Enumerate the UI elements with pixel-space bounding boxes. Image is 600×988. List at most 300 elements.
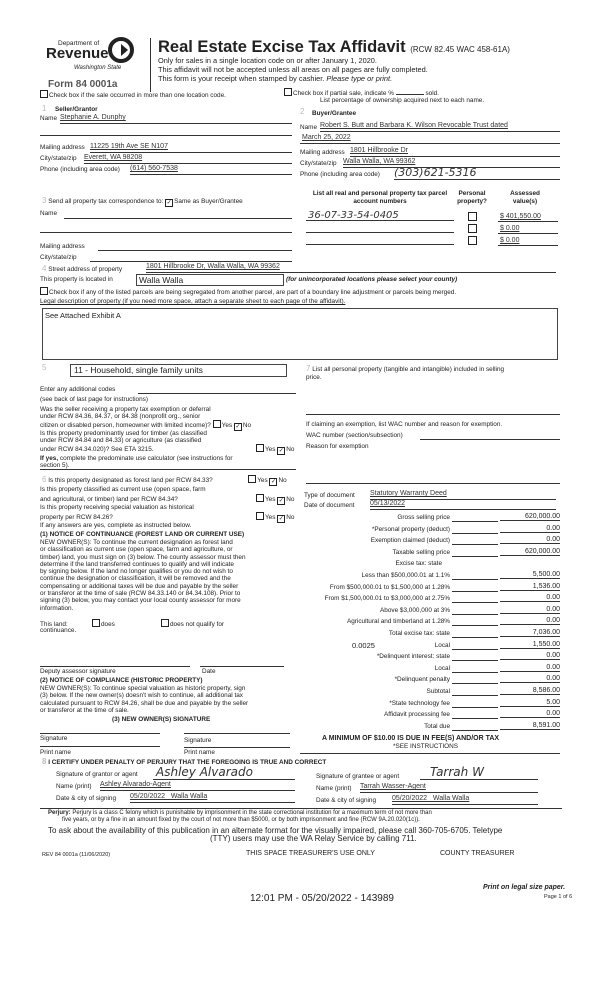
notice-line: compensating or additional taxes will be due and payable by the seller [40,582,239,590]
deputy-signature-label: Deputy assessor signature [40,668,116,675]
notice-line: or transferor at the time of sale. [40,706,129,714]
tax-row [300,664,560,675]
signature-label-1: Signature [40,735,68,742]
legal-size-note: Print on legal size paper. [483,884,566,891]
q2-line-2: under RCW 84.84 and 84.33) or agriculture (as classified [40,437,202,444]
print-name-label-2: Print name [184,749,215,756]
if-any-yes-note: If any answers are yes, complete as instructed below. [40,522,192,529]
this-land-label: This land: [40,621,68,628]
tax-row-value[interactable]: 0.00 [500,675,560,683]
notice-3-title: (3) NEW OWNER(S) SIGNATURE [112,716,211,723]
county-treasurer-label: COUNTY TREASURER [440,850,515,857]
q2-line-3 [40,444,294,455]
tax-row [300,594,560,605]
tax-row-leader [452,649,498,650]
notice-line: or classification as current use (open space, farm and agriculture, or [40,546,233,554]
tax-row-label: Exemption claimed (deduct) [370,537,450,545]
q1-line-3-text: citizen or disabled person, homeowner with limited income)? [40,422,211,429]
grantor-date-field[interactable]: 05/20/2022 Walla Walla [130,793,208,800]
forest-question [42,475,287,486]
street-label-text: Street address of property [48,266,123,273]
tax-row-leader [452,579,498,580]
notice-1-body [40,539,246,612]
tax-row [300,536,560,547]
if-yes-line-2: section 5). [40,462,70,469]
parcel-number-field[interactable]: 36-07-33-54-0405 [308,210,399,221]
section-number-2: 2 [300,107,305,116]
personal-property-checkbox[interactable] [468,224,477,233]
correspondence-mailing-field[interactable] [98,250,292,251]
correspondence-name-label: Name [40,210,58,217]
washington-state-text: Washington State [74,65,122,71]
section-number-4: 4 [42,264,47,273]
does-label: does [101,621,115,628]
certify-top-line [300,753,560,754]
new-owner-signature-1[interactable] [40,733,160,734]
grantee-signature[interactable]: Tarrah W [430,765,484,779]
if-yes-bold: If yes, [40,455,59,462]
notice-line: continue the designation or classification, it will be removed and the [40,575,231,583]
partial-sale-percent-field[interactable] [396,94,424,95]
certify-text: I CERTIFY UNDER PENALTY OF PERJURY THAT THE FOREGOING IS TRUE AND CORRECT [48,759,327,766]
exemption-yes-checkbox[interactable] [213,420,221,428]
notice-line: calculated pursuant to RCW 84.26, shall be due and payable by the seller [40,699,249,707]
grantee-signature-line [420,779,538,780]
tax-row-label: *State technology fee [389,699,450,707]
tax-row-leader [452,602,498,603]
notice-line: information. [40,604,74,612]
seller-phone-label: Phone (including area code) [40,166,120,173]
buyer-name-field[interactable]: Robert S. Butt and Barbara K. Wilson Revocable Trust dated [320,122,508,129]
dor-logo-icon [108,37,134,63]
q-current-use-2: and agricultural, or timber) land per RCW 84.34? [40,495,178,503]
assessed-value-field[interactable]: $ 0.00 [500,225,520,232]
local-rate: 0.0025 [352,640,375,650]
same-as-buyer-checkbox[interactable]: ✓ [166,200,172,206]
legal-description-text: See Attached Exhibit A [45,311,121,320]
see-back-note: (see back of last page for instructions) [40,396,148,403]
personal-property-text: List all personal property (tangible and intangible) included in selling [312,366,505,373]
tax-row-label: Local [434,641,450,649]
tax-row-label: From $1,500,000.01 to $3,000,000 at 2.75% [324,595,450,603]
section-number-1: 1 [42,104,47,113]
buyer-phone-line [394,179,560,180]
tax-row-value[interactable]: 620,000.00 [500,513,560,521]
tax-row-label: Agricultural and timberland at 1.28% [346,618,450,626]
seller-heading: Seller/Grantor [55,106,98,113]
seller-name-label: Name [40,115,58,122]
tax-row-value[interactable]: 0.00 [500,710,560,718]
tax-row [300,687,560,698]
tax-row [300,525,560,536]
tax-row [300,548,560,559]
tax-row-leader [452,683,498,684]
alt-format-notice-2: (TTY) users may use the WA Relay Service by calling 711. [210,834,417,843]
tax-row-leader [452,625,498,626]
buyer-city-label: City/state/zip [300,160,337,167]
does-qualify-checkbox[interactable] [92,619,100,627]
buyer-name-field-2[interactable]: March 25, 2022 [302,134,351,141]
if-yes-text: complete the predominate use calculator (see instructions for [58,455,233,462]
notice-line: timber) land, you must sign on (3) below. The county assessor must then [40,553,246,561]
tax-row-label: Subtotal [426,688,450,695]
tax-row-value[interactable]: 7,036.00 [500,629,560,637]
tax-row-label: From $500,000.01 to $1,500,000 at 1.28% [329,583,450,591]
parcel-number-line [306,220,454,221]
seller-mailing-field[interactable]: 11225 19th Ave SE N107 [90,143,168,150]
buyer-phone-label: Phone (including area code) [300,171,380,178]
see-instructions-note: *SEE INSTRUCTIONS [393,743,458,750]
notice-line: determine if the land transferred continues to qualify and will indicate [40,560,234,568]
notice-1-title: (1) NOTICE OF CONTINUANCE (FOREST LAND OR CURRENT USE) [40,531,245,538]
no-label: No [286,495,295,503]
buyer-name-line [320,131,560,132]
tax-row [300,606,560,617]
header-divider [150,38,151,92]
timber-no-checkbox[interactable]: ✓ [278,448,284,454]
header-line-3-text: This form is your receipt when stamped by cashier. [158,74,325,83]
segregated-checkbox-row[interactable] [40,287,456,297]
document-type-field[interactable]: Statutory Warranty Deed [370,490,447,497]
notice-line: (3) below. If the new owner(s) doesn't wish to continue, all additional tax [40,692,243,700]
tax-row-leader [452,556,498,557]
street-address-field[interactable]: 1801 Hillbrooke Dr, Walla Walla, WA 99362 [146,263,280,270]
seller-city-field[interactable]: Everett, WA 98208 [84,154,143,161]
document-date-label: Date of document [304,502,355,509]
receipt-stamp: 12:01 PM - 05/20/2022 - 143989 [250,893,394,904]
notice-line: by signing below. If the land no longer qualifies or you do not wish to [40,568,233,576]
partial-sale-checkbox[interactable] [284,88,292,96]
alt-format-notice: To ask about the availability of this publication in an alternate format for the visually impaired, please call 360-705-6705. Teletype [48,826,503,835]
q2-line-3-text: under RCW 84.34.020)? See ETA 3215. [40,446,154,453]
forest-yes-checkbox[interactable] [248,475,256,483]
historical-question [40,504,294,523]
tax-row-leader [452,660,498,661]
multi-location-checkbox-row[interactable] [40,90,226,100]
tax-row-value[interactable]: 0.00 [500,652,560,660]
tax-row-value[interactable]: 0.00 [500,525,560,533]
tax-row-value[interactable]: 1,550.00 [500,641,560,649]
new-owner-signature-2[interactable] [184,733,290,734]
deputy-date-field[interactable] [200,666,284,667]
correspondence-city-label: City/state/zip [40,254,77,261]
correspondence-label: Send all property tax correspondence to: [48,198,164,205]
tax-row-value[interactable]: 0.00 [500,536,560,544]
correspondence-name-field[interactable] [64,218,292,219]
land-use-code-select[interactable]: 11 - Household, single family units [70,364,287,377]
multi-location-checkbox[interactable] [40,90,48,98]
partial-sale-label: Check box if partial sale, indicate % [293,90,394,97]
seller-city-label: City/state/zip [40,155,77,162]
tax-row-leader [452,544,498,545]
tax-row-label: Excise tax: state [395,560,442,568]
grantee-signature-label: Signature of grantee or agent [316,773,400,780]
seller-name-field[interactable]: Stephanie A. Dunphy [60,114,126,121]
new-owner-print-2[interactable] [184,747,290,748]
tax-row [300,559,560,570]
perjury-bold: Perjury: [48,810,71,816]
tax-row-value[interactable]: 8,586.00 [500,687,560,695]
tax-row [300,652,560,663]
tax-row-label: Local [434,664,450,672]
reason-label: Reason for exemption [306,443,369,450]
legal-description-field[interactable] [42,308,558,360]
personal-property-checkbox[interactable] [468,236,477,245]
title-citation: (RCW 82.45 WAC 458-61A) [410,45,510,54]
reason-field[interactable] [306,483,560,484]
tax-row [300,641,560,652]
grantor-name-label: Name (print) [56,783,92,790]
tax-row-leader [452,533,498,534]
grantee-name-line [360,792,538,793]
tax-row-label: Affidavit processing fee [384,711,450,719]
perjury-notice [48,810,432,817]
forest-no-checkbox[interactable]: ✓ [270,479,276,485]
timber-question [40,430,294,469]
yes-label: Yes [265,495,276,503]
seller-name-line-2 [40,135,292,136]
tax-row-leader [452,637,498,638]
form-number: Form 84 0001a [48,79,118,90]
wac-number-field[interactable] [420,439,560,440]
notice-line: or transferor at the time of sale (RCW 84.33.140 or 84.34.108). Prior to [40,590,241,598]
correspondence-name-field-2[interactable] [40,232,292,233]
grantee-name-field[interactable]: Tarrah Wasser-Agent [360,783,426,790]
grantor-signature-label: Signature of grantor or agent [56,771,138,778]
title-text: Real Estate Excise Tax Affidavit [158,38,406,56]
wac-number-label: WAC number (section/subsection) [306,432,403,439]
does-not-label: does not qualify for [170,621,224,628]
revenue-logo-text: Revenue [46,45,109,62]
timber-yes-checkbox[interactable] [256,444,264,452]
segregated-checkbox[interactable] [40,287,48,295]
tax-row-label: *Delinquent penalty [394,676,450,684]
page-number: Page 1 of 6 [544,894,573,900]
deputy-signature-field[interactable] [40,666,190,667]
personal-property-text-2: price. [306,374,322,381]
tax-row-value[interactable]: 0.00 [500,664,560,672]
buyer-heading: Buyer/Grantee [312,110,357,117]
notice-2-title: (2) NOTICE OF COMPLIANCE (HISTORIC PROPERTY) [40,677,203,684]
assessed-value-field[interactable]: $ 0.00 [500,237,520,244]
tax-row-label: *Personal property (deduct) [371,525,450,533]
no-label: No [278,477,287,484]
tax-row [300,629,560,640]
located-in-select[interactable]: Walla Walla [136,274,284,286]
personal-property-field[interactable] [306,414,560,415]
grantor-signature[interactable]: Ashley Alvarado [156,765,253,779]
tax-row [300,675,560,686]
tax-row [300,571,560,582]
grantor-name-line [100,790,295,791]
print-name-label-1: Print name [40,749,71,756]
section-number-7: 7 [306,364,311,373]
street-line [146,272,556,273]
additional-codes-field[interactable] [138,393,296,394]
correspondence-mailing-label: Mailing address [40,243,85,250]
personal-property-label [306,365,504,382]
grantee-date-field[interactable]: 05/20/2022 Walla Walla [392,795,470,802]
q2-line-1: Is this property predominantly used for timber (as classified [40,430,207,437]
tax-row-value[interactable]: 5.00 [500,699,560,707]
buyer-name-line-2 [300,143,560,144]
perjury-notice-2: five years, or by a fine in an amount fixed by the court of not more than $5000, or by both imprisonment and fine (RCW 9A.20.020(1c)). [62,817,420,823]
buyer-city-field[interactable]: Walla Walla, WA 99362 [343,158,416,165]
tax-row-leader [452,614,498,615]
yes-label: Yes [221,422,233,429]
signature-label-2: Signature [184,737,212,744]
tax-row-leader [452,521,498,522]
seller-city-line [84,163,292,164]
yes-label: Yes [257,477,268,484]
document-type-label: Type of document [304,492,355,499]
yes-label: Yes [265,446,276,453]
section-number-5: 5 [42,363,47,372]
personal-property-checkbox[interactable] [468,212,477,221]
new-owner-print-1[interactable] [40,746,160,747]
section-5-divider [40,469,296,470]
exemption-claim-label: If claiming an exemption, list WAC number and reason for exemption. [306,421,503,428]
no-label: No [286,446,295,453]
current-use-question [40,486,294,505]
grantee-date-label: Date & city of signing [316,797,377,804]
tax-row-leader [452,707,498,708]
current-use-no-checkbox[interactable]: ✓ [278,497,284,504]
tax-row [300,583,560,594]
assessed-value-field[interactable]: $ 401,550.00 [500,213,541,220]
tax-row [300,699,560,710]
grantor-name-field[interactable]: Ashley Alvarado-Agent [100,781,171,788]
header-line-1: Only for sales in a single location code on or after January 1, 2020. [158,56,377,65]
tax-row-value[interactable]: 0.00 [500,617,560,625]
tax-row-value[interactable]: 0.00 [500,594,560,602]
grantor-date-line [130,802,295,803]
notice-2-body [40,685,248,714]
additional-codes-label: Enter any additional codes [40,386,116,393]
tax-row-leader [452,718,498,719]
correspondence-city-field[interactable] [90,261,292,262]
tax-row-value[interactable]: 8,591.00 [500,722,560,730]
grantee-date-line [392,804,538,805]
seller-phone-field[interactable]: (614) 560-7538 [130,165,178,172]
legal-description-label: Legal description of property (if you need more space, attach a separate sheet to each page of the affidavit). [40,298,346,305]
historical-yes-checkbox[interactable] [256,512,264,520]
no-label: No [286,513,295,521]
notice-line: signing (3) below, you may contact your local county assessor for more [40,597,241,605]
no-label: No [242,422,252,429]
seller-name-line [60,123,292,124]
document-date-field[interactable]: 05/13/2022 [370,500,406,507]
q1-line-1: Was the seller receiving a property tax exemption or deferral [40,406,211,413]
yes-label: Yes [265,513,276,521]
tax-row-value[interactable]: 5,500.00 [500,571,560,579]
exemption-question [40,406,251,431]
buyer-phone-field[interactable]: (303)621-5316 [394,166,477,179]
forest-q-text: Is this property designated as forest land per RCW 84.33? [48,477,213,484]
assessed-value-line [498,245,558,246]
tax-row-label: Gross selling price [397,514,450,521]
tax-row [300,710,560,721]
tax-row [300,722,560,733]
minimum-due-note: A MINIMUM OF $10.00 IS DUE IN FEE(S) AND/OR TAX [322,735,500,742]
section-number-8: 8 [42,757,47,766]
tax-row-value[interactable]: 1,536.00 [500,583,560,591]
exemption-no-checkbox[interactable]: ✓ [235,424,241,430]
perjury-text: Perjury is a class C felony which is punishable by imprisonment in the state correctional institution for a maximum term of not more than [70,810,432,816]
deputy-date-label: Date [202,668,216,675]
grantor-date-label: Date & city of signing [56,795,117,802]
perjury-top-line [40,808,562,809]
historical-no-checkbox[interactable]: ✓ [278,515,284,522]
parcel-numbers-header: List all real and personal property tax parcel account numbers [312,190,448,205]
notice-line: NEW OWNER(S): To continue the current designation as forest land [40,539,233,546]
assessed-value-line [498,233,558,234]
parcel-number-line [306,244,454,245]
q1-line-2: under RCW 84.36, 84.37, or 84.38 (nonprofit org., senior [40,413,201,420]
section-number-3: 3 [42,196,47,205]
revision-code: REV 84 0001a (11/06/2020) [42,852,111,858]
located-in-note: (for unincorporated locations please select your county) [286,276,458,283]
grantee-name-label: Name (print) [316,785,352,792]
tax-row-leader [452,730,498,731]
if-yes-line [40,455,294,462]
q-historical-1: Is this property receiving special valuation as historical [40,504,194,511]
tax-row-leader [452,695,498,696]
tax-row-label: Total excise tax: state [388,630,450,637]
seller-mailing-label: Mailing address [40,144,85,151]
header-line-2: This affidavit will not be accepted unless all areas on all pages are fully completed. [158,65,428,74]
tax-row-label: Less than $500,000.01 at 1.1% [361,572,450,579]
grantor-signature-line [153,779,295,780]
tax-row-label: Taxable selling price [392,548,450,556]
buyer-mailing-line [350,156,560,157]
q-historical-2: property per RCW 84.26? [40,513,113,521]
ownership-note: List percentage of ownership acquired next to each name. [320,97,485,104]
parcel-number-line [306,232,454,233]
document-date-line [370,509,556,510]
tax-row-leader [452,672,498,673]
header-line-3-italic: Please type or print. [326,74,393,83]
section-number-6: 6 [42,475,47,484]
personal-property-header: Personal property? [457,190,487,205]
treasurer-space-label: THIS SPACE TREASURER'S USE ONLY [246,850,375,857]
tax-row-leader [452,591,498,592]
continuance-label: continuance. [40,627,77,634]
current-use-yes-checkbox[interactable] [256,494,264,502]
seller-phone-line [130,174,292,175]
header-line-3 [158,75,392,83]
tax-row-value[interactable]: 620,000.00 [500,548,560,556]
tax-row-label: Total due [424,722,450,730]
street-address-label [42,265,122,274]
dept-of-text: Department of [58,40,100,47]
seller-mailing-line [90,152,292,153]
segregated-label: Check box if any of the listed parcels are being segregated from another parcel, are part of a boundary line adjustment or parcels being merged. [49,289,457,296]
tax-row-value[interactable]: 0.00 [500,606,560,614]
assessed-value-header: Assessed value(s) [510,190,540,205]
tax-row-label: *Delinquent interest: state [376,653,450,661]
q-current-use-1: Is this property classified as current use (open space, farm [40,486,206,493]
buyer-name-label: Name [300,124,318,131]
buyer-mailing-label: Mailing address [300,149,345,156]
partial-sale-suffix: sold. [425,90,439,97]
correspondence-row [42,197,243,207]
multi-location-label: Check box if the sale occurred in more than one location code. [49,92,226,99]
located-in-label: This property is located in [40,276,113,283]
tax-row [300,513,560,524]
buyer-mailing-field[interactable]: 1801 Hillbrooke Dr [350,147,408,154]
does-not-qualify-checkbox[interactable] [161,619,169,627]
